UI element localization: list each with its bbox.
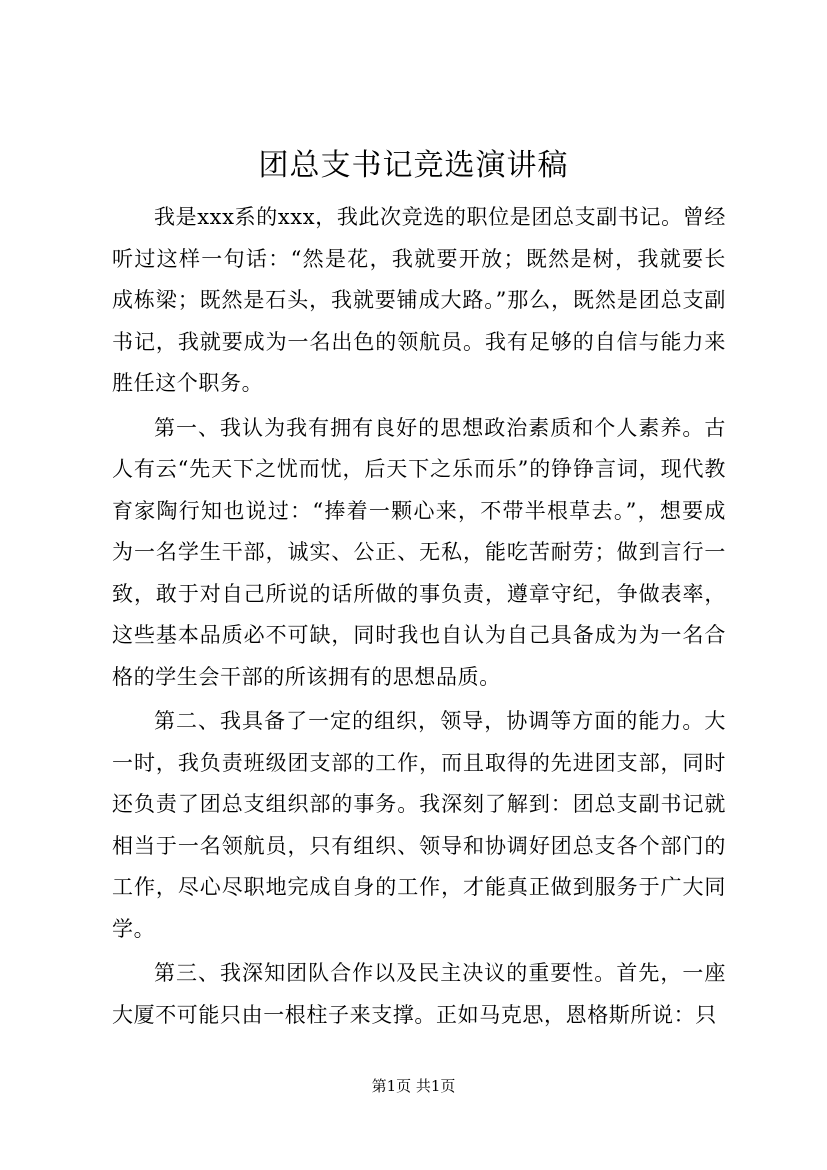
paragraph-intro: 我是xxx系的xxx，我此次竞选的职位是团总支副书记。曾经听过这样一句话：“然是花，我就要开放；既然是树，我就要长成栋梁；既然是石头，我就要铺成大路。”那么，既然是团总支副书记，我就要成为一名出色的领航员。我有足够的自信与能力来胜任这个职务。 (112, 205, 726, 395)
page-footer: 第1页 共1页 (371, 1077, 456, 1095)
document-title: 团总支书记竞选演讲稿 (258, 148, 569, 183)
paragraph-first-point: 第一、我认为我有拥有良好的思想政治素质和个人素养。古人有云“先天下之忧而忧，后天下之乐而乐”的铮铮言词，现代教育家陶行知也说过：“捧着一颗心来，不带半根草去。”，想要成为一名学生干部，诚实、公正、无私，能吃苦耐劳；做到言行一致，敢于对自己所说的话所做的事负责，遵章守纪，争做表率，这些基本品质必不可缺，同时我也自认为自己具备成为为一名合格的学生会干部的所该拥有的思想品质。 (112, 415, 726, 689)
paragraph-third-point: 第三、我深知团队合作以及民主决议的重要性。首先，一座大厦不可能只由一根柱子来支撑。正如马克思，恩格斯所说：只 (112, 961, 726, 1027)
paragraph-second-point: 第二、我具备了一定的组织，领导，协调等方面的能力。大一时，我负责班级团支部的工作，而且取得的先进团支部，同时还负责了团总支组织部的事务。我深刻了解到：团总支副书记就相当于一名领航员，只有组织、领导和协调好团总支各个部门的工作，尽心尽职地完成自身的工作，才能真正做到服务于广大同学。 (112, 709, 726, 941)
document-body (112, 197, 726, 1036)
